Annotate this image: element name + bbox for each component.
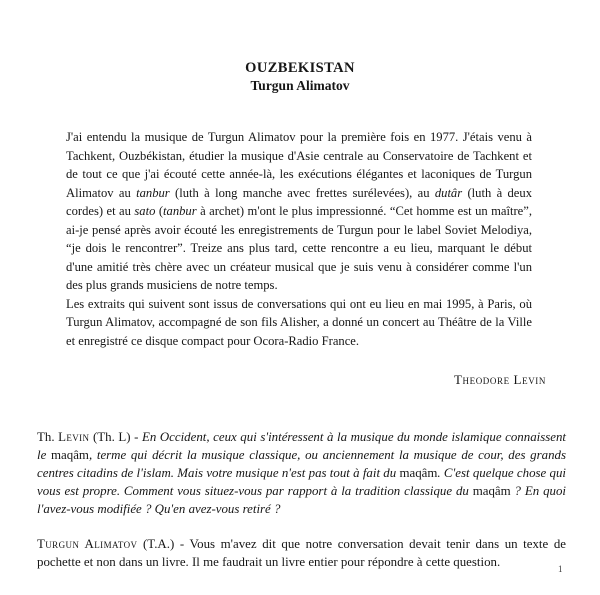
intro-section: [66, 128, 532, 350]
author-signature: Theodore Levin: [453, 372, 546, 387]
page-title: OUZBEKISTAN: [245, 60, 355, 76]
intro-paragraph-2: Les extraits qui suivent sont issus de conversations qui ont eu lieu en mai 1995, à Paris, où Turgun Alimatov, accompagné de son fils Alisher, a donné un concert au Théâtre de la Ville et enregistré ce disque compact pour Ocora-Radio France.: [66, 296, 532, 348]
page-number: 1: [558, 564, 563, 574]
intro-paragraph-1: J'ai entendu la musique de Turgun Alimatov pour la première fois en 1977. J'étais venu à Tachkent, Ouzbékistan, étudier la musique d'Asie centrale au Conservatoire de Tachkent et de tout ce que j'ai écouté cette année-là, les exécutions élégantes et laconiques de Turgun Alimatov au tanbur (luth à long manche avec frettes surélevées), au dutâr (luth à deux cordes) et au sato (tanbur à archet) m'ont le plus impressionné. “Cet homme est un maître”, ai-je pensé après avoir écouté les enregistrements de Turgun pour le label Soviet Melodiya, “je dois le rencontrer”. Treize ans plus tard, cette rencontre a eu lieu, marquant le début d'une amitié très chère avec un créateur musical que je suis venu à considérer comme l'un des plus grands musiciens de notre temps.: [66, 130, 533, 292]
page-subtitle: Turgun Alimatov: [250, 78, 350, 93]
interview-question: Th. Levin (Th. L) - En Occident, ceux qui s'intéressent à la musique du monde islamique connaissent le maqâm, terme qui décrit la musique classique, ou anciennement la musique de cour, des grands centres citadins de l'islam. Mais votre musique n'est pas tout à fait du maqâm. C'est quelque chose qui vous est propre. Comment vous situez-vous par rapport à la tradition classique du maqâm ? En quoi l'avez-vous modifiée ? Qu'en avez-vous retiré ?: [37, 430, 566, 516]
interview-answer: Turgun Alimatov (T.A.) - Vous m'avez dit que notre conversation devait tenir dans un texte de pochette et non dans un livre. Il me faudrait un livre entier pour répondre à cette question.: [37, 537, 566, 569]
page-header: [0, 59, 600, 95]
